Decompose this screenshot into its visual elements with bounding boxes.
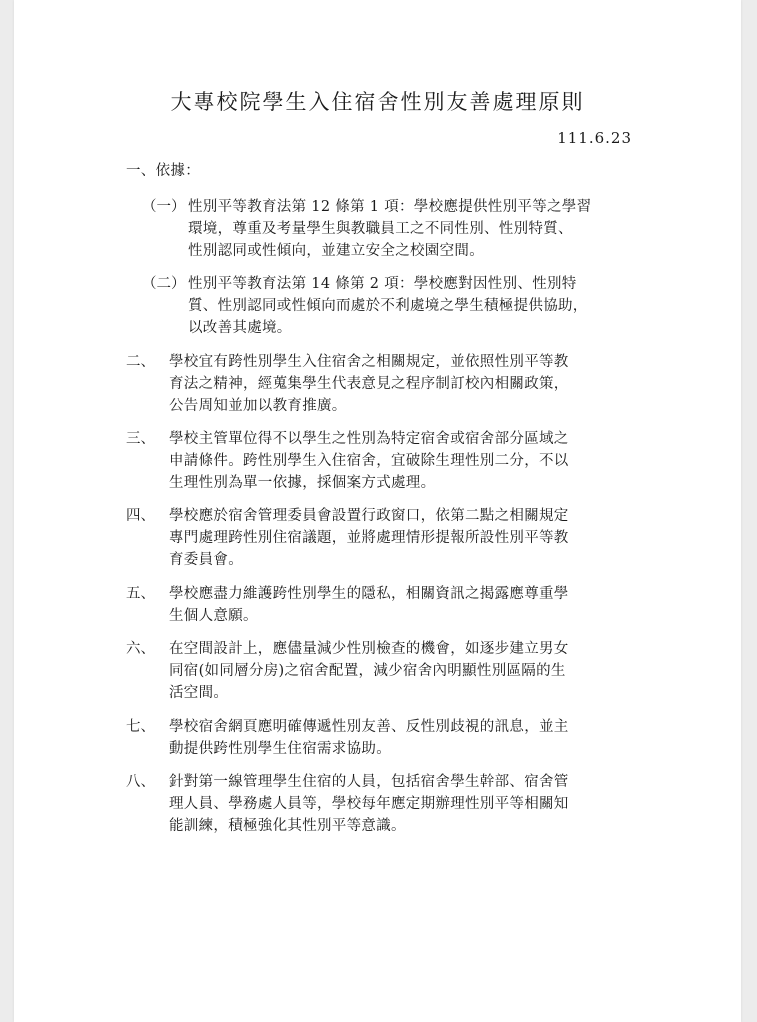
item-number: 六、	[126, 641, 155, 657]
item-line: 學校應於宿舍管理委員會設置行政窗口，依第二點之相關規定	[169, 508, 569, 524]
document-title: 大專校院學生入住宿舍性別友善處理原則	[170, 90, 585, 114]
item-line: 申請條件。跨性別學生入住宿舍，宜破除生理性別二分，不以	[169, 453, 569, 469]
section-1-sub-1-line: 性別平等教育法第 12 條第 1 項：學校應提供性別平等之學習	[188, 199, 592, 215]
document-date: 111.6.23	[557, 129, 632, 147]
item-number: 四、	[126, 508, 155, 524]
section-1-sub-2-line: 質、性別認同或性傾向而處於不利處境之學生積極提供協助，	[188, 298, 588, 314]
item-line: 生個人意願。	[169, 608, 258, 624]
item-line: 生理性別為單一依據，採個案方式處理。	[169, 475, 436, 491]
item-line: 育法之精神，經蒐集學生代表意見之程序制訂校內相關政策，	[169, 376, 569, 392]
item-line: 專門處理跨性別住宿議題，並將處理情形提報所設性別平等教	[169, 530, 569, 546]
item-number: 二、	[126, 354, 155, 370]
item-line: 學校宿舍網頁應明確傳遞性別友善、反性別歧視的訊息，並主	[169, 719, 569, 735]
section-1-sub-1-line: 環境，尊重及考量學生與教職員工之不同性別、性別特質、	[188, 221, 573, 237]
item-line: 學校主管單位得不以學生之性別為特定宿舍或宿舍部分區域之	[169, 431, 569, 447]
item-line: 在空間設計上，應儘量減少性別檢查的機會，如逐步建立男女	[169, 641, 569, 657]
item-line: 學校應盡力維護跨性別學生的隱私，相關資訊之揭露應尊重學	[169, 586, 569, 602]
item-number: 八、	[126, 774, 155, 790]
item-line: 能訓練，積極強化其性別平等意識。	[169, 818, 406, 834]
item-line: 針對第一線管理學生住宿的人員，包括宿舍學生幹部、宿舍管	[169, 774, 569, 790]
section-1-sub-1-line: 性別認同或性傾向，並建立安全之校園空間。	[188, 243, 484, 259]
item-line: 理人員、學務處人員等，學校每年應定期辦理性別平等相關知	[169, 796, 569, 812]
item-line: 育委員會。	[169, 552, 243, 568]
section-1-heading: 一、依據：	[126, 163, 200, 179]
section-1-sub-2-line: 性別平等教育法第 14 條第 2 項：學校應對因性別、性別特	[188, 276, 577, 292]
item-line: 活空間。	[169, 685, 229, 701]
section-1-sub-1-marker: （一）	[142, 199, 186, 215]
section-1-sub-2-marker: （二）	[142, 276, 186, 292]
item-number: 五、	[126, 586, 155, 602]
item-line: 公告周知並加以教育推廣。	[169, 398, 347, 414]
item-line: 學校宜有跨性別學生入住宿舍之相關規定，並依照性別平等教	[169, 354, 569, 370]
item-number: 七、	[126, 719, 155, 735]
document-page	[14, 0, 741, 1022]
section-1-sub-2-line: 以改善其處境。	[188, 320, 292, 336]
item-line: 動提供跨性別學生住宿需求協助。	[169, 741, 391, 757]
item-line: 同宿(如同層分房)之宿舍配置，減少宿舍內明顯性別區隔的生	[169, 663, 566, 679]
item-number: 三、	[126, 431, 155, 447]
